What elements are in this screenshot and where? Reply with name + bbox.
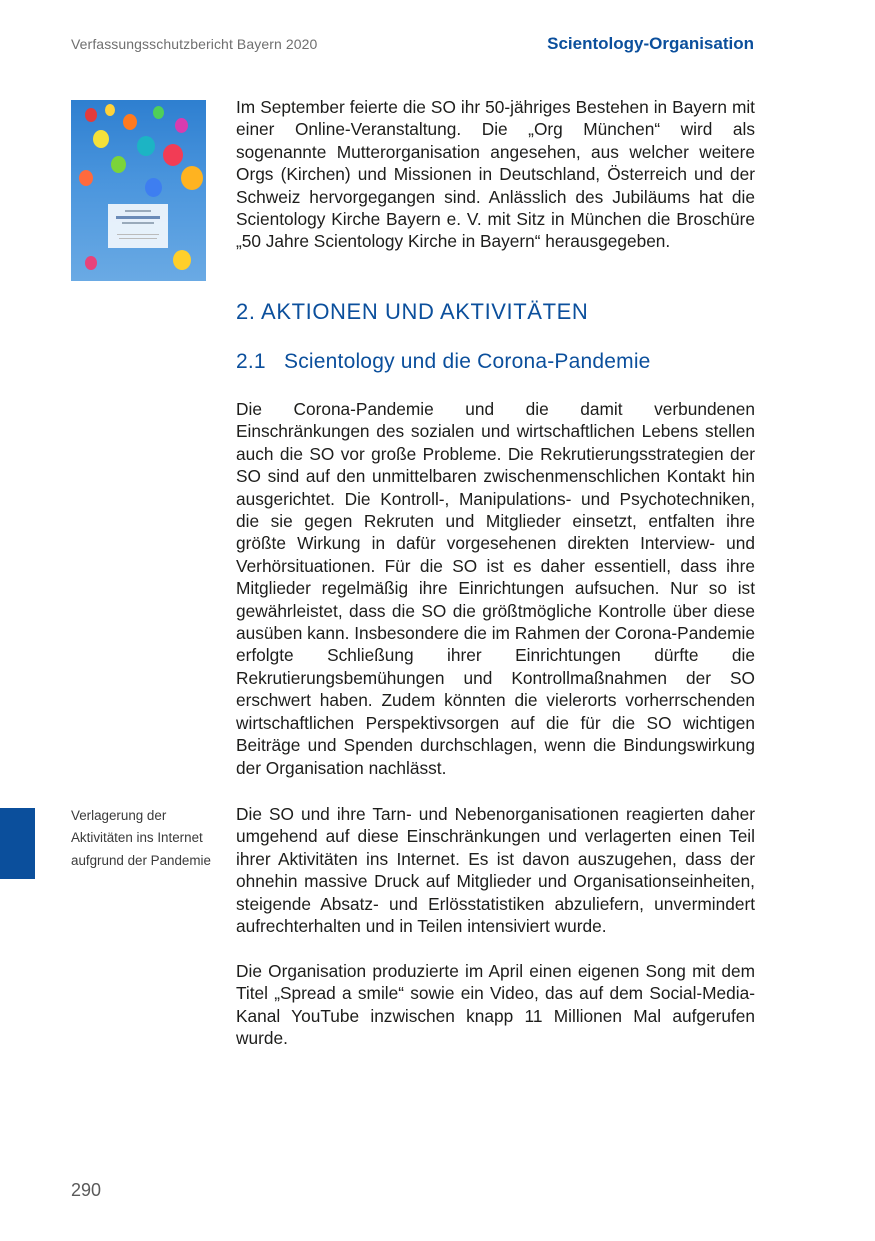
balloon xyxy=(85,256,97,270)
brochure-cover-image xyxy=(71,100,206,281)
running-header-chapter: Scientology-Organisation xyxy=(547,34,754,53)
page-number: 290 xyxy=(71,1180,102,1200)
balloon xyxy=(79,170,93,186)
subsection-heading xyxy=(236,350,651,374)
body-paragraph: Die SO und ihre Tarn- und Nebenorganisationen reagierten daher umgehend auf diese Einschränkungen und verlagerten einen Teil ihrer Aktivitäten ins Internet. Es ist davon auszugehen, dass der ohnehin massive Druck auf Mitglieder und Organisationseinheiten, steigende Absatz- und Erlösstatistiken abzuliefern, unvermindert aufrechterhalten und in Teilen intensiviert wurde. xyxy=(236,804,755,937)
balloon xyxy=(93,130,109,148)
cover-title-panel xyxy=(108,204,168,248)
intro-paragraph: Im September feierte die SO ihr 50-jähriges Bestehen in Bayern mit einer Online-Veranstaltung. Die „Org München“ wird als sogenannte Mutterorganisation angesehen, aus welcher weitere Orgs (Kirchen) und Missionen in Deutschland, Österreich und der Schweiz hervorgegangen sind. Anlässlich des Jubiläums hat die Scientology Kirche Bayern e. V. mit Sitz in München die Broschüre „50 Jahre Scientology Kirche in Bayern“ herausgegeben. xyxy=(236,97,755,252)
balloon xyxy=(145,178,162,197)
chapter-tab-marker xyxy=(0,808,35,879)
body-paragraph: Die Organisation produzierte im April einen eigenen Song mit dem Titel „Spread a smile“ sowie ein Video, das auf dem Social-Media-Kanal YouTube inzwischen knapp 11 Millionen Mal aufgerufen wurde. xyxy=(236,961,755,1049)
balloon xyxy=(181,166,203,190)
balloon xyxy=(137,136,155,156)
subsection-title: Scientology und die Corona-Pandemie xyxy=(284,350,651,373)
balloon xyxy=(173,250,191,270)
balloon xyxy=(123,114,137,130)
balloon xyxy=(105,104,115,116)
balloon xyxy=(111,156,126,173)
balloon xyxy=(153,106,164,119)
subsection-number: 2.1 xyxy=(236,350,266,373)
balloon xyxy=(175,118,188,133)
running-header-publication: Verfassungsschutzbericht Bayern 2020 xyxy=(71,36,318,52)
balloon xyxy=(163,144,183,166)
body-paragraph: Die Corona-Pandemie und die damit verbundenen Einschränkungen des sozialen und wirtschaftlichen Lebens stellen auch die SO vor große Probleme. Die Rekrutierungsstrategien der SO sind auf den unmittelbaren zwischenmenschlichen Kontakt hin ausgerichtet. Die Kontroll-, Manipulations- und Psychotechniken, die sie gegen Rekruten und Mitglieder einsetzt, entfalten ihre größte Wirkung in dafür vorgesehenen direkten Interview- und Verhörsituationen. Für die SO ist es daher essentiell, dass ihre Mitglieder regelmäßig ihre Einrichtungen aufsuchen. Nur so ist gewährleistet, dass die SO die größtmögliche Kontrolle über diese ausüben kann. Insbesondere die im Rahmen der Corona-Pandemie erfolgte Schließung ihrer Einrichtungen dürfte die Rekrutierungsbemühungen und Kontrollmaßnahmen der SO erschwert haben. Zudem könnten die vielerorts vorherrschenden wirtschaftlichen Perspektivsorgen auf die für die SO wichtigen Beiträge und Spenden durchschlagen, wenn die Bindungswirkung der Organisation nachlässt. xyxy=(236,399,755,778)
balloon xyxy=(85,108,97,122)
section-heading: 2. AKTIONEN UND AKTIVITÄTEN xyxy=(236,299,589,324)
margin-note: Verlagerung der Aktivitäten ins Internet aufgrund der Pandemie xyxy=(71,808,211,868)
